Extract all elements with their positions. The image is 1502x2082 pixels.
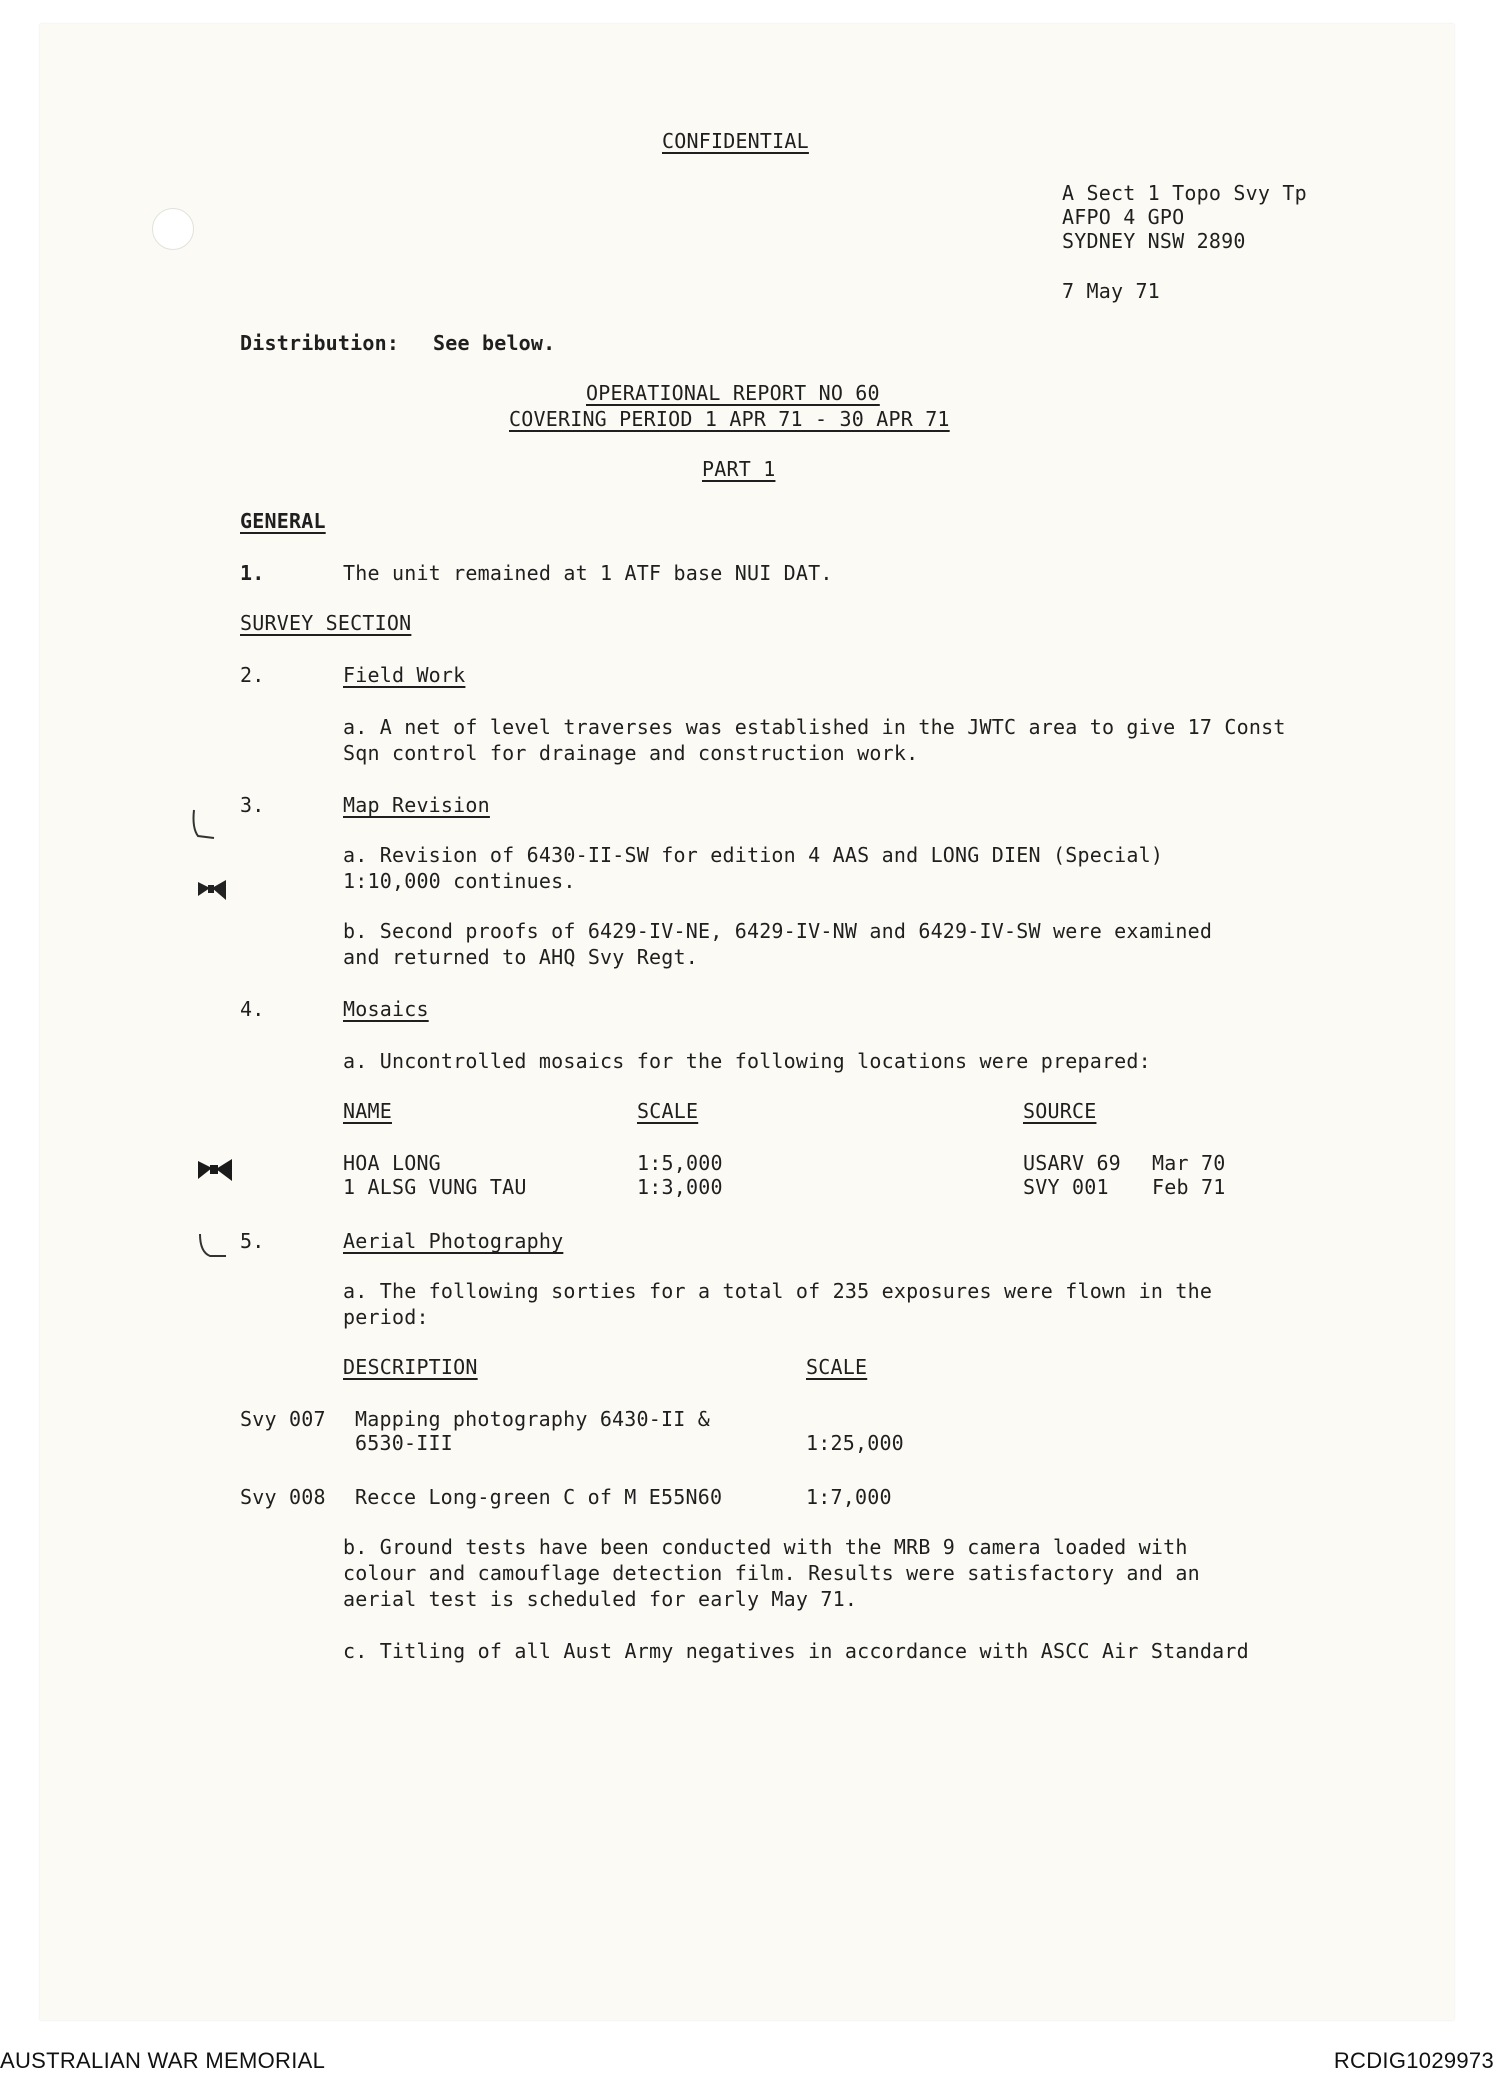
sortie-scale: 1:7,000 (806, 1485, 892, 1509)
table-cell-scale: 1:3,000 (637, 1175, 723, 1199)
classification-label: CONFIDENTIAL (662, 129, 809, 153)
paragraph-text: and returned to AHQ Svy Regt. (343, 945, 698, 969)
address-line: A Sect 1 Topo Svy Tp (1062, 181, 1307, 205)
distribution-value: See below. (433, 331, 556, 355)
table-header-description: DESCRIPTION (343, 1355, 478, 1379)
table-cell-name: HOA LONG (343, 1151, 441, 1175)
table-cell-date: Feb 71 (1152, 1175, 1226, 1199)
report-subtitle: COVERING PERIOD 1 APR 71 - 30 APR 71 (509, 407, 950, 431)
paragraph-text: colour and camouflage detection film. Results were satisfactory and an (343, 1561, 1200, 1585)
section-heading-general: GENERAL (240, 509, 326, 533)
table-cell-scale: 1:5,000 (637, 1151, 723, 1175)
paragraph-text: b. Ground tests have been conducted with the MRB 9 camera loaded with (343, 1535, 1188, 1559)
table-cell-date: Mar 70 (1152, 1151, 1226, 1175)
table-cell-source: USARV 69 (1023, 1151, 1121, 1175)
paragraph-text: c. Titling of all Aust Army negatives in accordance with ASCC Air Standard (343, 1639, 1249, 1663)
sortie-description: Recce Long-green C of M E55N60 (355, 1485, 723, 1509)
address-line: SYDNEY NSW 2890 (1062, 229, 1246, 253)
margin-bowtie-mark (196, 1155, 236, 1185)
paragraph-text: aerial test is scheduled for early May 71. (343, 1587, 858, 1611)
document-page (40, 24, 1454, 2020)
margin-bowtie-mark (196, 876, 232, 904)
table-header-scale: SCALE (637, 1099, 699, 1123)
paragraph-number: 4. (240, 997, 265, 1021)
paragraph-text: period: (343, 1305, 429, 1329)
paragraph-number: 5. (240, 1229, 265, 1253)
report-date: 7 May 71 (1062, 279, 1160, 303)
part-heading: PART 1 (702, 457, 776, 481)
address-line: AFPO 4 GPO (1062, 205, 1185, 229)
sortie-id: Svy 008 (240, 1485, 326, 1509)
paragraph-text: 1:10,000 continues. (343, 869, 576, 893)
sortie-id: Svy 007 (240, 1407, 326, 1431)
paragraph-text: a. Revision of 6430-II-SW for edition 4 AAS and LONG DIEN (Special) (343, 843, 1164, 867)
paragraph-number: 3. (240, 793, 265, 817)
table-cell-source: SVY 001 (1023, 1175, 1109, 1199)
paragraph-number: 2. (240, 663, 265, 687)
sortie-scale: 1:25,000 (806, 1431, 904, 1455)
footer-source-label: AUSTRALIAN WAR MEMORIAL (0, 2048, 326, 2073)
table-header-source: SOURCE (1023, 1099, 1097, 1123)
subheading-map-revision: Map Revision (343, 793, 490, 817)
sortie-description: 6530-III (355, 1431, 453, 1455)
paragraph-text: a. The following sorties for a total of 235 exposures were flown in the (343, 1279, 1213, 1303)
subheading-mosaics: Mosaics (343, 997, 429, 1021)
punch-hole (152, 208, 194, 250)
paragraph-text: a. Uncontrolled mosaics for the following locations were prepared: (343, 1049, 1151, 1073)
report-title: OPERATIONAL REPORT NO 60 (586, 381, 880, 405)
paragraph-number: 1. (240, 561, 265, 585)
table-header-name: NAME (343, 1099, 392, 1123)
table-cell-name: 1 ALSG VUNG TAU (343, 1175, 527, 1199)
subheading-aerial-photography: Aerial Photography (343, 1229, 564, 1253)
margin-tick-mark (196, 1232, 230, 1262)
paragraph-text: b. Second proofs of 6429-IV-NE, 6429-IV-NW and 6429-IV-SW were examined (343, 919, 1213, 943)
distribution-label: Distribution: (240, 331, 400, 355)
subheading-field-work: Field Work (343, 663, 466, 687)
paragraph-text: Sqn control for drainage and construction work. (343, 741, 919, 765)
margin-tick-mark (190, 808, 220, 842)
footer-record-id: RCDIG1029973 (1333, 2048, 1494, 2073)
sortie-description: Mapping photography 6430-II & (355, 1407, 710, 1431)
paragraph-text: a. A net of level traverses was established in the JWTC area to give 17 Const (343, 715, 1286, 739)
paragraph-text: The unit remained at 1 ATF base NUI DAT. (343, 561, 833, 585)
section-heading-survey: SURVEY SECTION (240, 611, 412, 635)
table-header-scale: SCALE (806, 1355, 868, 1379)
